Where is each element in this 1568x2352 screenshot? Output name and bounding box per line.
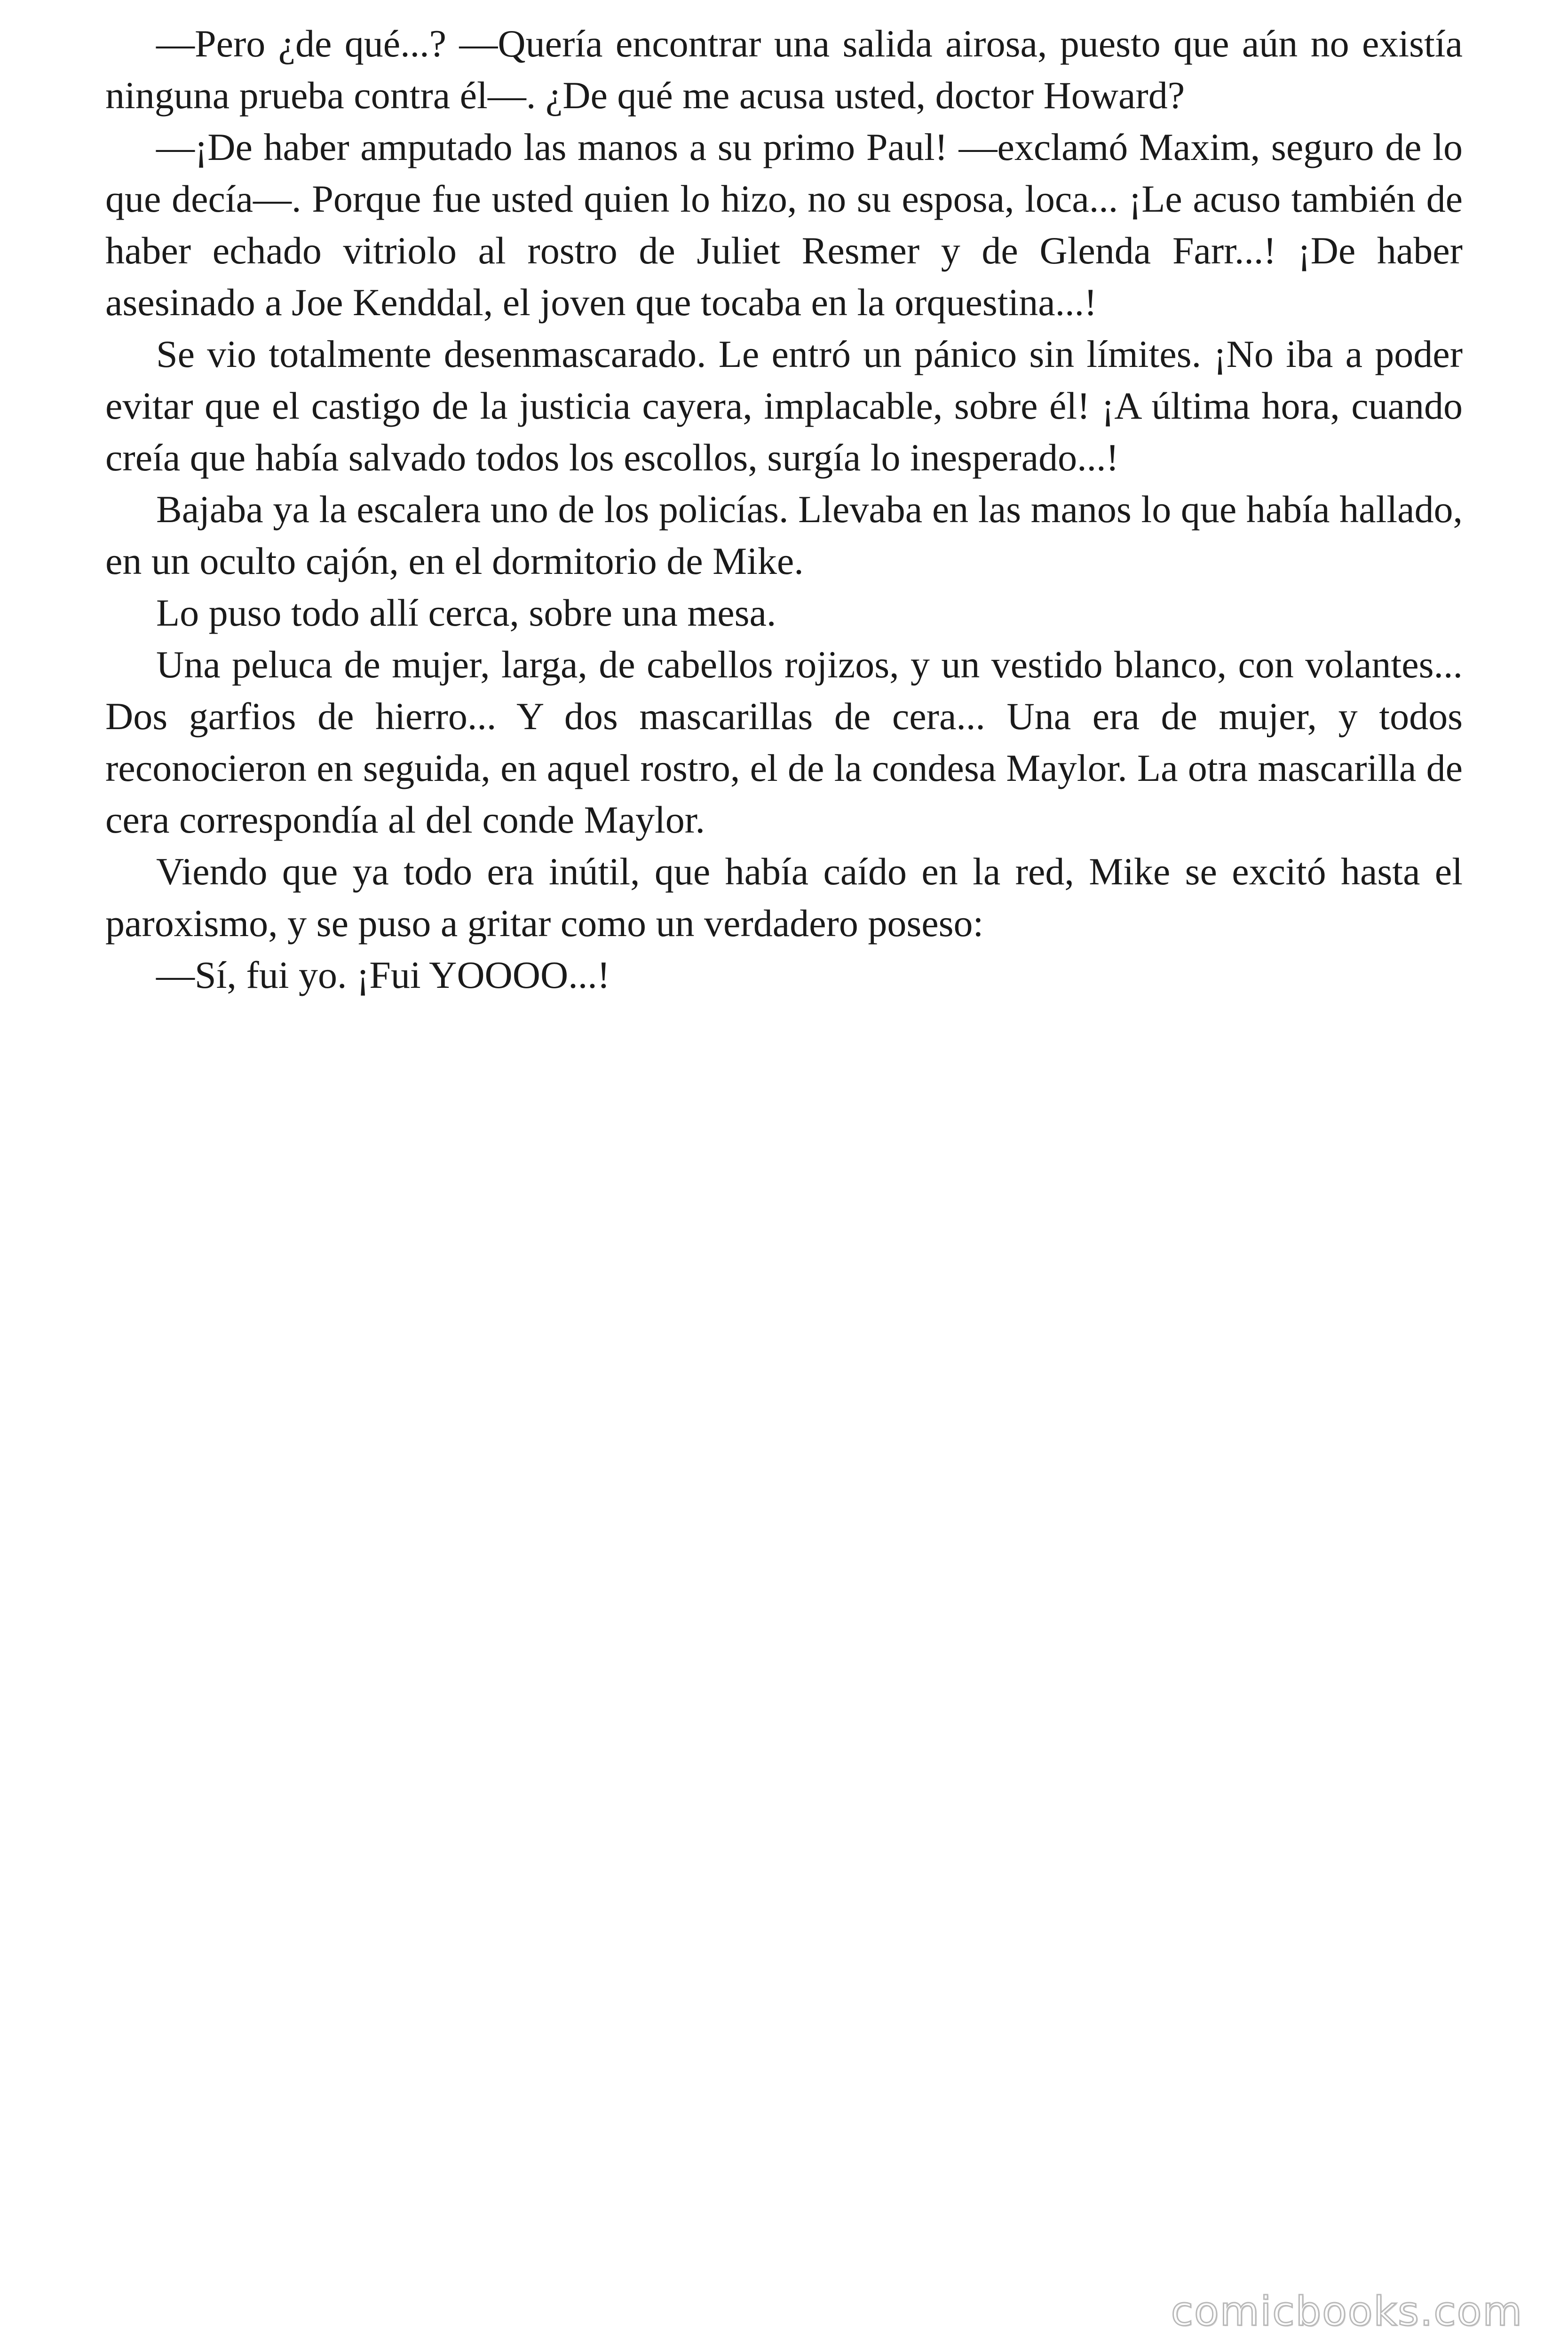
paragraph-8: —Sí, fui yo. ¡Fui YOOOO...! bbox=[156, 954, 610, 996]
paragraph-4: Bajaba ya la escalera uno de los policías. Llevaba en las manos lo que había hallado, en un oculto cajón, en el dormitorio de Mike. bbox=[105, 488, 1463, 582]
body-text bbox=[105, 18, 1463, 1001]
paragraph-5: Lo puso todo allí cerca, sobre una mesa. bbox=[156, 591, 776, 634]
paragraph-1: —Pero ¿de qué...? —Quería encontrar una salida airosa, puesto que aún no existía ninguna prueba contra él—. ¿De qué me acusa usted, doctor Howard? bbox=[105, 22, 1463, 117]
paragraph-7: Viendo que ya todo era inútil, que había caído en la red, Mike se excitó hasta el paroxismo, y se puso a gritar como un verdadero poseso: bbox=[105, 850, 1463, 945]
paragraph-2: —¡De haber amputado las manos a su primo Paul! —exclamó Maxim, seguro de lo que decía—. Porque fue usted quien lo hizo, no su esposa, loca... ¡Le acuso también de haber echado vitriolo al rostro de Juliet Resmer y de Glenda Farr...! ¡De haber asesinado a Joe Kenddal, el joven que tocaba en la orquestina...! bbox=[105, 126, 1463, 324]
paragraph-3: Se vio totalmente desenmascarado. Le entró un pánico sin límites. ¡No iba a poder evitar que el castigo de la justicia cayera, implacable, sobre él! ¡A última hora, cuando creía que había salvado todos los escollos, surgía lo inesperado...! bbox=[105, 333, 1463, 479]
watermark: comicbooks.com bbox=[1171, 2288, 1523, 2335]
paragraph-6: Una peluca de mujer, larga, de cabellos rojizos, y un vestido blanco, con volantes... Dos garfios de hierro... Y dos mascarillas de cera... Una era de mujer, y todos reconocieron en seguida, en aquel rostro, el de la condesa Maylor. La otra mascarilla de cera correspondía al del conde Maylor. bbox=[105, 643, 1463, 841]
